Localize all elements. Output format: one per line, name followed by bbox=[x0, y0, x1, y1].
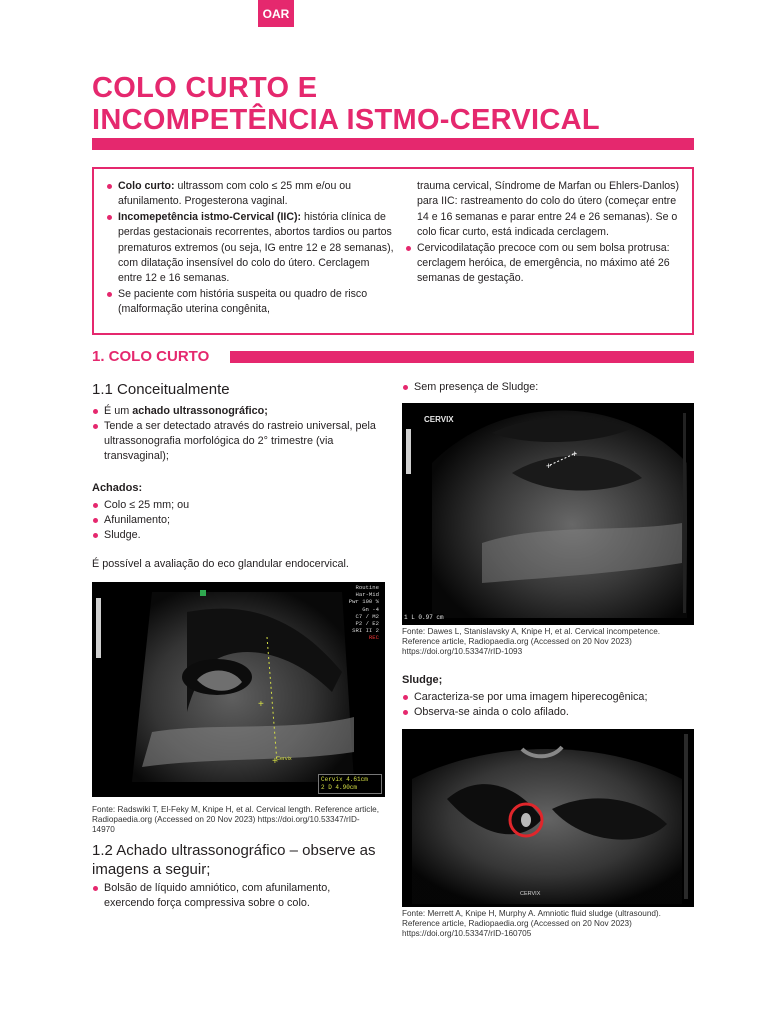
summary-item-continuation: trauma cervical, Síndrome de Marfan ou Ehlers-Danlos) para IIC: rastreamento do colo do útero (começar entre 14 e 16 semanas e parar entre 24 e 26 semanas). Se o colo ficar curto, está indicada cerclagem. bbox=[417, 180, 680, 239]
title-underline-bar bbox=[92, 138, 694, 150]
sludge-title: Sludge; bbox=[402, 674, 443, 686]
summary-left-column bbox=[106, 179, 394, 318]
list-item: Bolsão de líquido amniótico, com afunilamento, exercendo força compressiva sobre o colo. bbox=[92, 881, 382, 911]
list-item: Observa-se ainda o colo afilado. bbox=[402, 705, 694, 720]
summary-item: Colo curto: ultrassom com colo ≤ 25 mm e/ou ou afunilamento. Progesterona vaginal. bbox=[106, 179, 394, 210]
summary-box bbox=[92, 167, 694, 335]
findings-title: Achados: bbox=[92, 482, 143, 494]
list-item: Sem presença de Sludge: bbox=[402, 380, 692, 395]
list-item: Tende a ser detectado através do rastreio universal, pela ultrassonografia morfológica do 2° trimestre (via transvaginal); bbox=[92, 419, 392, 464]
section-heading-bar bbox=[230, 351, 694, 363]
measurement-readout: 1 L 0.97 cm bbox=[404, 614, 444, 621]
list-item: Sludge. bbox=[92, 528, 372, 543]
sludge-list bbox=[402, 690, 694, 720]
summary-item: Cervicodilatação precoce com ou sem bolsa protrusa: cerclagem heróica, de emergência, no máximo até 26 semanas de gestação. bbox=[405, 241, 685, 287]
eco-note: É possível a avaliação do eco glandular endocervical. bbox=[92, 558, 349, 570]
scanner-params: Routine Har-Mid Pwr 100 % Gn -4 C7 / M2 P2 / E2 SRI II 2 REC bbox=[348, 584, 379, 642]
page-title bbox=[92, 72, 712, 136]
svg-text:+: + bbox=[572, 449, 578, 459]
section-title: 1. COLO CURTO bbox=[92, 347, 213, 367]
image-caption: Fonte: Radswiki T, El-Feky M, Knipe H, et al. Cervical length. Reference article, Radiopaedia.org (Accessed on 20 Nov 2023) https://doi.org/10.53347/rID-14970 bbox=[92, 805, 379, 834]
summary-item: Se paciente com história suspeita ou quadro de risco (malformação uterina congênita, bbox=[106, 287, 394, 318]
concept-list bbox=[92, 404, 392, 464]
measurement-readout: Cervix 4.61cm 2 D 4.90cm bbox=[318, 774, 382, 794]
header-tag: OAR bbox=[258, 0, 294, 27]
cervix-marker-label: Cervix bbox=[276, 756, 292, 762]
list-item: É um achado ultrassonográfico; bbox=[92, 404, 392, 419]
svg-text:+: + bbox=[258, 699, 264, 710]
findings-list bbox=[92, 498, 372, 543]
image-caption: Fonte: Merrett A, Knipe H, Murphy A. Amniotic fluid sludge (ultrasound). Reference article, Radiopaedia.org (Accessed on 20 Nov 2023) https://doi.org/10.53347/rID-160705 bbox=[402, 909, 661, 938]
ultrasound-image-sludge bbox=[402, 729, 694, 907]
summary-right-column bbox=[405, 179, 685, 287]
title-line-2: INCOMPETÊNCIA ISTMO-CERVICAL bbox=[92, 104, 600, 136]
observation-list bbox=[92, 881, 382, 911]
summary-item: Incomepetência istmo-Cervical (IIC): história clínica de perdas gestacionais recorrentes, abortos tardios ou partos prematuros extremos (ou seja, IG entre 12 e 28 semanas), com dilatação insensível do colo do útero. Cerclagem entre 12 e 16 semanas. bbox=[106, 210, 394, 287]
cervix-label: CERVIX bbox=[424, 415, 454, 424]
cervix-label: CERVIX bbox=[520, 891, 541, 897]
image-caption: Fonte: Dawes L, Stanislavsky A, Knipe H, et al. Cervical incompetence. Reference article, Radiopaedia.org (Accessed on 20 Nov 2023) https://doi.org/10.53347/rID-1093 bbox=[402, 627, 661, 656]
ultrasound-image-cervix-length bbox=[92, 582, 385, 797]
list-item: Afunilamento; bbox=[92, 513, 372, 528]
ultrasound-image-cervical-incompetence bbox=[402, 403, 694, 625]
no-sludge-list bbox=[402, 380, 692, 395]
svg-text:+: + bbox=[546, 461, 552, 471]
section-heading bbox=[92, 347, 694, 367]
list-item: Colo ≤ 25 mm; ou bbox=[92, 498, 372, 513]
subsection-title: 1.2 Achado ultrassonográfico – observe as imagens a seguir; bbox=[92, 842, 376, 878]
title-line-1: COLO CURTO E bbox=[92, 72, 318, 104]
list-item: Caracteriza-se por uma imagem hiperecogênica; bbox=[402, 690, 694, 705]
svg-text:+: + bbox=[272, 756, 278, 767]
subsection-title: 1.1 Conceitualmente bbox=[92, 381, 230, 398]
